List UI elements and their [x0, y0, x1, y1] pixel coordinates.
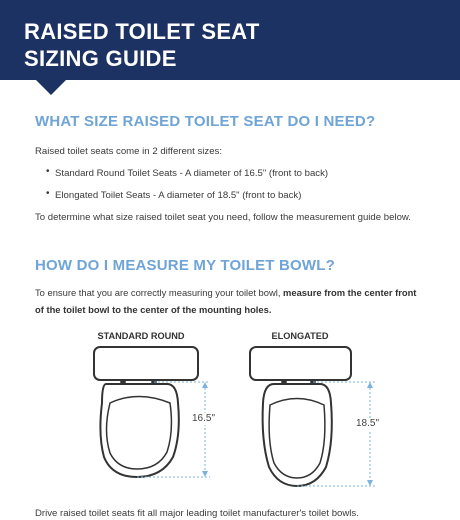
followup-text: To determine what size raised toilet seat you need, follow the measurement guide below.	[35, 212, 411, 223]
section-heading-size: WHAT SIZE RAISED TOILET SEAT DO I NEED?	[35, 113, 376, 130]
measurement-label-elongated: 18.5"	[356, 418, 380, 429]
mounting-hole-left	[281, 379, 287, 385]
tank	[94, 347, 198, 380]
dim-arrow-top	[367, 382, 373, 388]
page-title-line1: RAISED TOILET SEAT	[24, 19, 260, 44]
mounting-hole-left	[120, 379, 126, 385]
diagram-label-elongated: ELONGATED	[271, 331, 329, 341]
dim-arrow-bottom	[202, 471, 208, 477]
measure-paragraph-line2: of the toilet bowl to the center of the mounting holes.	[35, 304, 272, 315]
tank	[250, 347, 351, 380]
measure-text-bold: measure from the center front	[283, 287, 417, 298]
measurement-label-standard: 16.5"	[192, 413, 216, 424]
bullet-marker: •	[46, 166, 50, 177]
bullet-elongated: Elongated Toilet Seats - A diameter of 18.5" (front to back)	[55, 190, 302, 201]
dim-arrow-bottom	[367, 480, 373, 486]
intro-text: Raised toilet seats come in 2 different sizes:	[35, 146, 222, 157]
diagram-label-standard-round: STANDARD ROUND	[97, 331, 185, 341]
footer-note: Drive raised toilet seats fit all major leading toilet manufacturer's toilet bowls.	[35, 508, 359, 519]
measure-text-normal: To ensure that you are correctly measuring your toilet bowl,	[35, 287, 284, 298]
measure-paragraph-line1	[35, 287, 416, 299]
dim-arrow-top	[202, 382, 208, 388]
header-notch	[36, 80, 66, 95]
bowl-inner	[107, 397, 172, 470]
bowl-inner	[269, 399, 325, 479]
bullet-standard-round: Standard Round Toilet Seats - A diameter of 16.5" (front to back)	[55, 168, 329, 179]
bullet-marker: •	[46, 188, 50, 199]
page-title-line2: SIZING GUIDE	[24, 46, 177, 71]
section-heading-measure: HOW DO I MEASURE MY TOILET BOWL?	[35, 257, 336, 274]
